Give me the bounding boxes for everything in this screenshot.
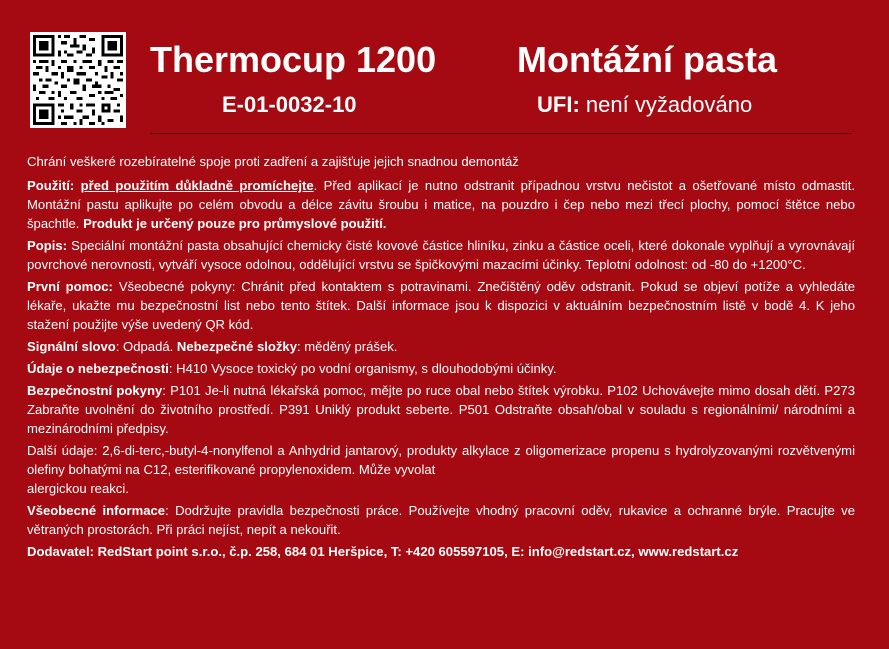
description-label: Popis:: [27, 238, 68, 253]
header-divider: [150, 133, 852, 134]
ufi-line: [537, 94, 752, 116]
use-industrial-note: Produkt je určený pouze pro průmyslové použití.: [83, 216, 387, 231]
signal-label: Signální slovo: [27, 339, 116, 354]
hazard-info-label: Údaje o nebezpečnosti: [27, 361, 169, 376]
first-aid-text: Všeobecné pokyny: Chránit před kontaktem s potravinami. Znečištěný oděv odstranit. Pokud se objeví potíže a vyhledáte lékaře, ukažte mu bezpečnostní list nebo tento štítek. Další informace jsou k dispozici v aktuálním bezpečnostním listě v bodě 4. K jeho stažení použijte výše uvedený QR kód.: [27, 279, 855, 332]
other-info-continuation: alergickou reakci.: [27, 481, 129, 496]
safety-section: [27, 381, 855, 438]
signal-text: : Odpadá.: [115, 339, 174, 354]
general-text: : Dodržujte pravidla bezpečnosti práce. Používejte vhodný pracovní oděv, rukavice a ochranné brýle. Pracujte ve větraných prostorách. Při práci nejíst, nepít a nekouřit.: [27, 503, 855, 537]
product-name: Thermocup 1200: [150, 39, 437, 80]
general-label: Všeobecné informace: [27, 503, 166, 518]
label-body: [27, 152, 855, 564]
safety-label: Bezpečnostní pokyny: [27, 383, 163, 398]
description-section: [27, 236, 855, 274]
first-aid-label: První pomoc:: [27, 279, 113, 294]
hazard-components-label: Nebezpečné složky: [176, 339, 297, 354]
description-text: Speciální montážní pasta obsahující chemicky čisté kovové částice hliníku, zinku a částice oceli, které dokonale vyplňují a vyrovnávají povrchové nerovnosti, vytváří vysoce odolnou, oddělující vrstvu se špičkovými mazacími účinky. Teplotní odolnost: od -80 do +1200°C.: [27, 238, 855, 272]
product-code: E-01-0032-10: [222, 92, 357, 117]
qr-code-icon[interactable]: [30, 32, 126, 128]
first-aid-section: [27, 277, 855, 334]
use-label: Použití:: [27, 178, 75, 193]
use-text: . Před aplikací je nutno odstranit případnou vrstvu nečistot a ošetřované místo odmastit. Montážní pastu aplikujte po celém obvodu a délce závitu šroubu i matice, na pouzdro i čep nebo mezi třecí plochy, pomocí štětce nebo špachtle.: [27, 178, 855, 231]
intro-text: Chrání veškeré rozebíratelné spoje proti zadření a zajišťuje jejich snadnou demontáž: [27, 154, 519, 169]
qr-code-graphic: [33, 35, 123, 125]
supplier-line: Dodavatel: RedStart point s.r.o., č.p. 258, 684 01 Heršpice, T: +420 605597105, E: info@redstart.cz, www.redstart.cz: [27, 544, 739, 559]
hazard-components-text: : měděný prášek.: [297, 339, 398, 354]
ufi-label: UFI:: [537, 92, 580, 117]
hazard-info-text: : H410 Vysoce toxický po vodní organismy, s dlouhodobými účinky.: [168, 361, 557, 376]
safety-text: : P101 Je-li nutná lékařská pomoc, mějte po ruce obal nebo štítek výrobku. P102 Uchovávejte mimo dosah dětí. P273 Zabraňte uvolnění do životního prostředí. P391 Uniklý produkt seberte. P501 Odstraňte obsah/obal v souladu s regionálními/ národními a mezinárodními předpisy.: [27, 383, 855, 436]
product-type: Montážní pasta: [517, 39, 778, 80]
hazard-info-section: [27, 359, 855, 378]
use-emphasis: před použitím důkladně promíchejte: [80, 178, 314, 193]
use-section: [27, 176, 855, 233]
other-info-section: Další údaje: 2,6-di-terc,-butyl-4-nonylfenol a Anhydrid jantarový, produkty alkylace z oligomerizace propenu s hydrolyzovanými rozvětvenými olefiny bohatými na C12, esterifikované propylenoxidem. Může vyvolat: [27, 443, 855, 477]
signal-section: [27, 337, 855, 356]
general-section: [27, 501, 855, 539]
ufi-value: není vyžadováno: [585, 92, 753, 117]
